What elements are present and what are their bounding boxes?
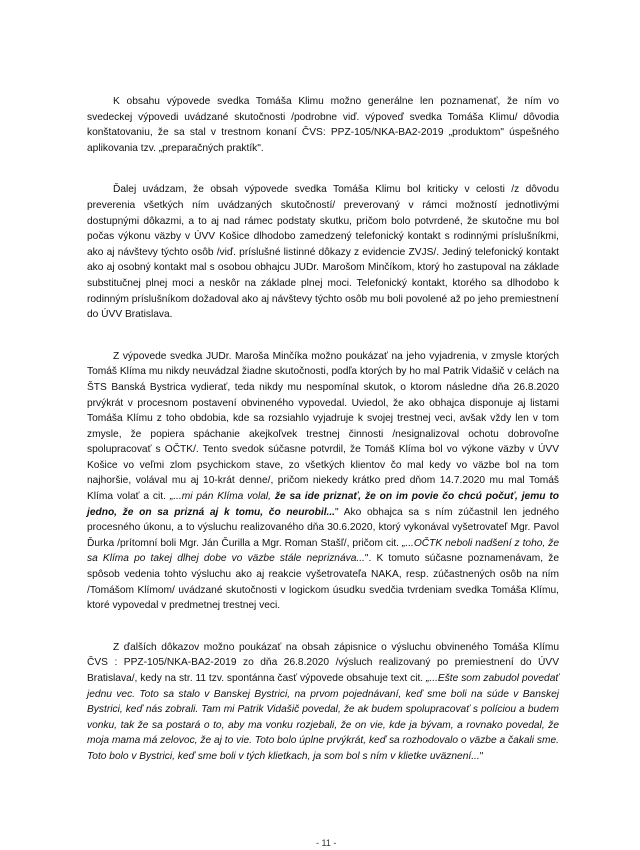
paragraph-2-text: Ďalej uvádzam, že obsah výpovede svedka Tomáša Klimu bol kriticky v celosti /z dôvodu preverenia všetkých ním uvádzaných skutočností/ preverovaný v rámci možností jednotlivými dostupnými dôkazmi, a to aj nad rámec podstaty skutku, pričom bolo potvrdené, že skutočne mu bol počas výkonu väzby v ÚVV Košice dlhodobo zamedzený telefonický kontakt s rodinnými príslušníkmi, ako aj návštevy týchto osôb /viď. príslušné listinné dôkazy z evidencie ZVJS/. Jediný telefonický kontakt ako aj osobný kontakt mal s osobou obhajcu JUDr. Marošom Minčíkom, ktorý ho zastupoval na základe substitučnej plnej moci a neskôr na základe plnej moci. Telefonický kontakt, ktorého sa dlhodobo k rodinným príslušníkom dožadoval ako aj návštevy týchto osôb mu boli povolené až po jeho premiestnení do ÚVV Bratislava.: [87, 184, 559, 321]
paragraph-4-text-1: Z ďalších dôkazov možno poukázať na obsah zápisnice o výsluchu obvineného Tomáša Klímu ČVS : PPZ-105/NKA-BA2-2019 zo dňa 26.8.2020 /výsluch realizovaný po premiestnení do ÚVV Bratislava/, kedy na str. 11 tzv. spontánna časť výpovede obsahuje text cit.: [87, 641, 559, 684]
paragraph-1-text: K obsahu výpovede svedka Tomáša Klimu možno generálne len poznamenať, že ním vo svedeckej výpovedi uvádzané skutočnosti /podrobne viď. výpoveď svedka Tomáša Klimu/ dôvodia konštatovaniu, že sa stal v trestnom konaní ČVS: PPZ-105/NKA-BA2-2019 „produktom" úspešného aplikovania tzv. „preparačných praktík".: [87, 96, 559, 154]
page-number: - 11 -: [316, 838, 337, 848]
paragraph-3-text-1: Z výpovede svedka JUDr. Maroša Minčíka možno poukázať na jeho vyjadrenia, v zmysle ktorých Tomáš Klíma mu nikdy neuvádzal žiadne skutočnosti, podľa ktorých by ho mal Patrik Vidašič v celách na ŠTS Banská Bystrica vydierať, teda nikdy mu nespomínal skutok, o ktorom následne dňa 26.8.2020 prvýkrát v procesnom postavení obvineného vypovedal. Uviedol, že ako obhajca disponuje aj listami Tomáša Klímu z toho obdobia, kde sa rozsiahlo vyjadruje k svojej trestnej veci, avšak vždy len v tom zmysle, že popiera spáchanie akejkoľvek trestnej činnosti /nesignalizoval ochotu dobrovoľne spolupracovať s OČTK/. Tento svedok súčasne potvrdil, že Tomáš Klíma bol vo výkone väzby v ÚVV Košice vo veľmi zlom psychickom stave, zo všetkých klientov čo mal kedy vo väzbe bol na tom najhoršie, volával mu aj 10-krát denne/, pričom niekedy krátko pred dňom 14.7.2020 mu mal Tomáš Klíma volať a cit.: [87, 350, 559, 503]
paragraph-4-quote-1: „...Ešte som zabudol povedať jednu vec. Toto sa stalo v Banskej Bystrici, na prvom pojednávaní, keď sme boli na súde v Banskej Bystrici, keď nás zobrali. Tam mi Patrik Vidašič povedal, že ak budem spolupracovať s políciou a budem vonku, tak že sa postará o to, aby ma vonku rozjebali, že on vie, kde ja bývam, a rovnako povedal, že moja mama má zelovoc, že aj to vie. Toto bolo úplne prvýkrát, keď sa rozhodovalo o väzbe a čakali sme. Toto bolo v Bystrici, keď sme boli v tých klietkach, ja som bol s ním v klietke uväznení...: [87, 673, 559, 762]
paragraph-3: [87, 349, 559, 614]
paragraph-3-text-3: ". K tomuto súčasne poznamenávam, že spôsob vedenia tohto výsluchu ako aj reakcie vyšetrovateľa NAKA, resp. zúčastnených osôb na ním /Tomášom Klímom/ uvádzané skutočnosti v logickom úsudku svedčia tvrdeniam svedka Tomáša Klímu, ktoré vypovedal v predmetnej trestnej veci.: [87, 553, 559, 612]
paragraph-3-quote-1b: že sa ide priznať, že on im povie čo chcú počuť, jemu to jedno, že on sa prizná aj k tomu, čo neurobil...: [87, 491, 559, 518]
paragraph-3-quote-1a: „...mi pán Klíma volal,: [169, 491, 275, 503]
paragraph-4-text-2: ": [479, 750, 484, 762]
paragraph-4: [87, 640, 559, 765]
paragraph-2: [87, 182, 559, 322]
paragraph-3-text-2: " Ako obhajca sa s ním zúčastnil len jedného procesného úkonu, a to výsluchu realizovaného dňa 30.6.2020, ktorý vykonával vyšetrovateľ Mgr. Pavol Ďurka /prítomní boli Mgr. Ján Čurilla a Mgr. Roman Stašľ/, pričom cit.: [87, 506, 559, 549]
paragraph-3-quote-2: „...OČTK neboli nadšení z toho, že sa Klíma po takej dlhej dobe vo väzbe stále nepriznáva...: [87, 537, 559, 565]
document-body: [87, 94, 559, 791]
paragraph-1: [87, 94, 559, 156]
